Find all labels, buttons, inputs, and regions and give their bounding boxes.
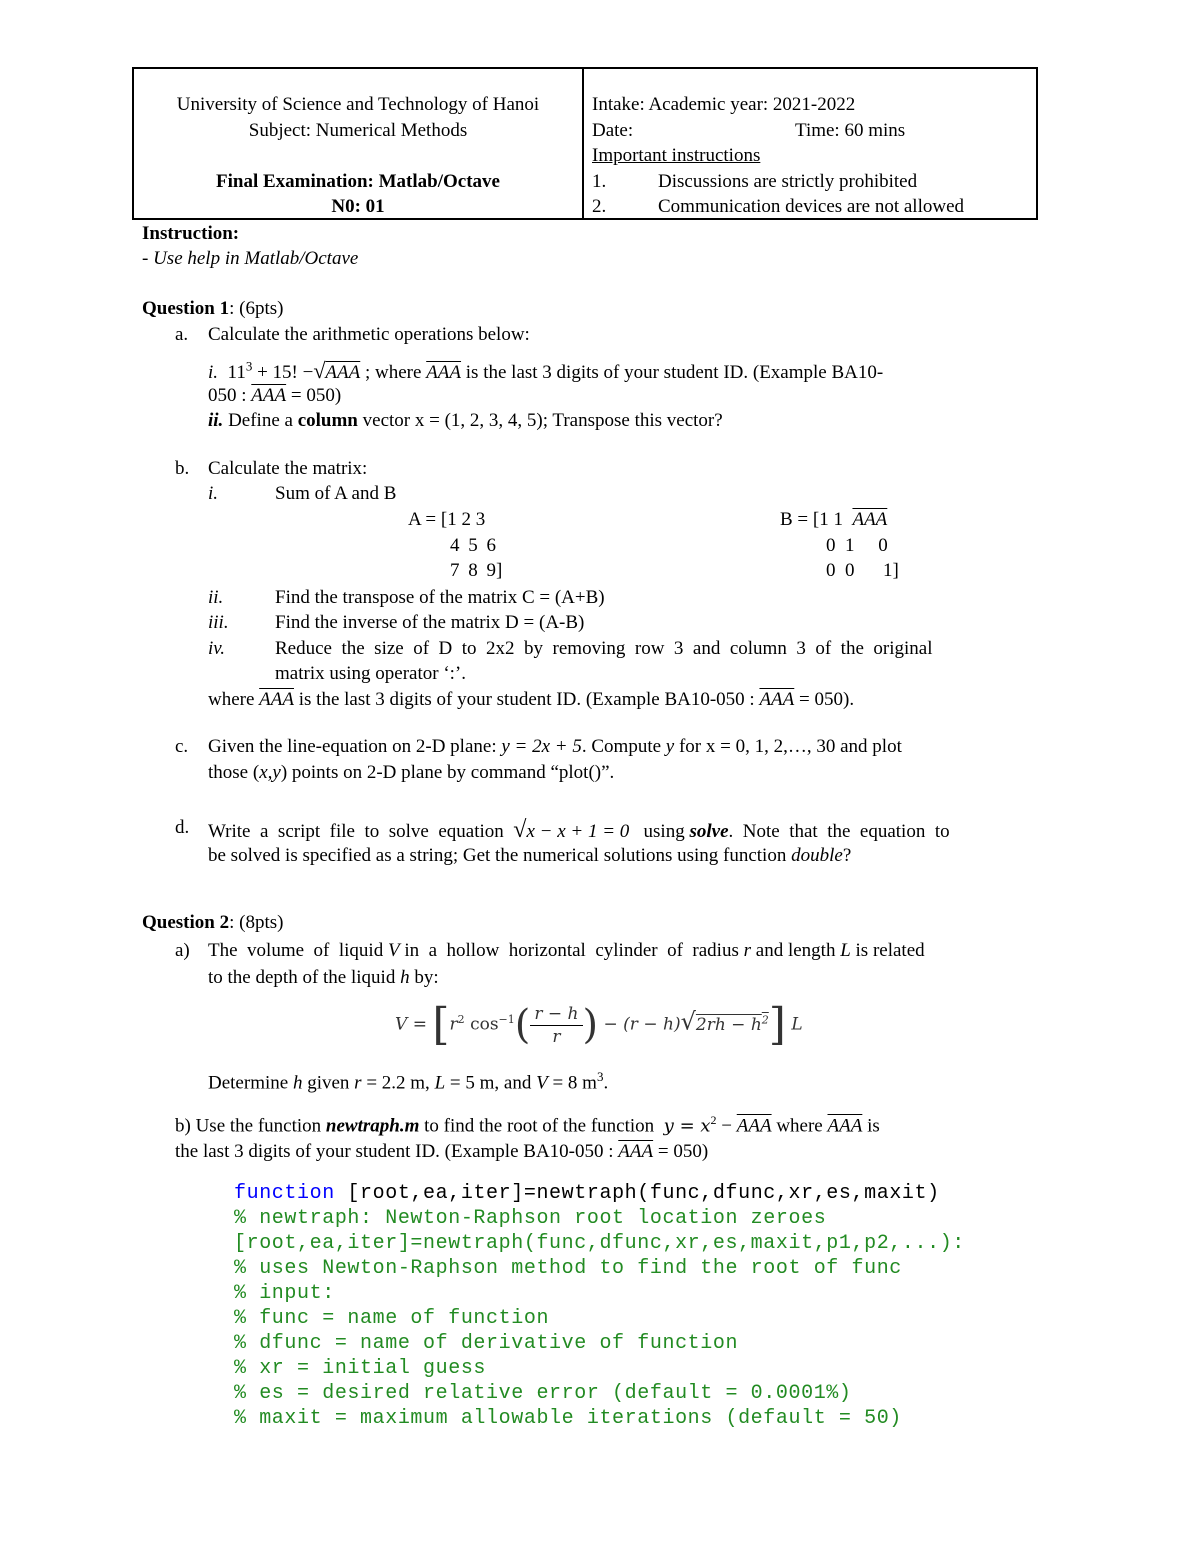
q1-b-iii-text: Find the inverse of the matrix D = (A-B) <box>275 612 585 633</box>
code-comment-1: % newtraph: Newton-Raphson root location zeroes <box>234 1207 827 1230</box>
code-line-signature: function [root,ea,iter]=newtraph(func,dfunc,xr,es,maxit) <box>234 1182 940 1205</box>
q2-a-label: a) <box>175 940 190 961</box>
matrix-a-row-2: 4 5 6 <box>450 535 496 556</box>
q1-d-text: Write a script file to solve equation √x − x + 1 = 0 using solve. Note that the equation to <box>208 817 950 843</box>
q1-b-ii-label: ii. <box>208 587 224 608</box>
instruction-text: - Use help in Matlab/Octave <box>142 248 359 269</box>
q1-c-label: c. <box>175 736 189 757</box>
university-name: University of Science and Technology of Hanoi <box>176 94 540 115</box>
code-block <box>234 1181 965 1431</box>
q1-c-text: Given the line-equation on 2-D plane: y = 2x + 5. Compute y for x = 0, 1, 2,…, 30 and plot <box>208 736 902 757</box>
code-comment-5: % func = name of function <box>234 1307 550 1330</box>
subject: Subject: Numerical Methods <box>248 119 468 141</box>
question-2-heading: Question 2: (8pts) <box>142 912 284 933</box>
q2-a-text-2: to the depth of the liquid h by: <box>208 967 439 988</box>
matrix-b-row-3: 0 0 1] <box>826 560 899 581</box>
q1-a-text: Calculate the arithmetic operations below: <box>208 324 530 345</box>
rule-2: 2. Communication devices are not allowed <box>592 196 965 217</box>
volume-formula: $V = [r^2$ $\cos^{-1}$( $\frac{r - h}{r}$ ) − $(r - h)√2rh - h^2$] L <box>395 999 803 1050</box>
code-comment-7: % xr = initial guess <box>234 1357 487 1380</box>
matrix-a-row-3: 7 8 9] <box>450 560 503 581</box>
q1-d-text-2: be solved is specified as a string; Get the numerical solutions using function double? <box>208 845 852 866</box>
q1-b-iv-label: iv. <box>208 638 226 659</box>
formula-radicand: $2rh - h^2$ <box>695 1012 769 1035</box>
intake: Intake: Academic year: 2021-2022 <box>592 94 856 115</box>
instruction-heading: Instruction: <box>142 223 240 244</box>
instructions-heading: Important instructions <box>592 145 761 166</box>
q1-b-i-text: Sum of A and B <box>275 483 397 504</box>
code-comment-2: [root,ea,iter]=newtraph(func,dfunc,xr,es,maxit,p1,p2,...): <box>234 1232 965 1255</box>
code-comment-8: % es = desired relative error (default = 0.0001%) <box>234 1382 852 1405</box>
exam-time: Time: 60 mins <box>795 119 906 141</box>
q1-b-ii-text: Find the transpose of the matrix C = (A+B) <box>275 587 605 608</box>
q2-b-text: b) Use the function newtraph.m to find the root of the function $y = x^2 - \overline{AAA}$ where $\overline{AAA}$ is <box>175 1113 880 1137</box>
q1-b-i-label: i. <box>208 483 219 504</box>
header-divider <box>582 69 584 218</box>
q1-a-ii: ii. Define a column vector x = (1, 2, 3, 4, 5); Transpose this vector? <box>208 410 723 431</box>
q1-b-label: b. <box>175 458 190 479</box>
exam-date: Date: <box>592 119 634 141</box>
code-keyword: function <box>234 1182 335 1205</box>
q1-b-iii-label: iii. <box>208 612 229 633</box>
code-comment-4: % input: <box>234 1282 335 1305</box>
q1-b-iv-text-2: matrix using operator ‘:’. <box>275 663 467 684</box>
rule-1: 1. Discussions are strictly prohibited <box>592 170 918 192</box>
q2-a-determine: Determine h given r = 2.2 m, L = 5 m, and V = 8 $m^3$. <box>208 1069 609 1094</box>
q1-a-i-example: 050 : $\overline{AAA} = 050$) <box>208 385 342 406</box>
exam-header <box>132 67 1038 220</box>
q1-b-text: Calculate the matrix: <box>208 458 368 479</box>
matrix-b-row-1: B = [1 1 $\overline{AAA}$ <box>780 509 888 530</box>
exam-title: Final Examination: Matlab/Octave <box>216 170 500 192</box>
header-right <box>592 92 1032 220</box>
q1-a-i: i. $11^3 + 15$! −√AAA ; where $\overline{AAA}$ is the last 3 digits of your student ID. (Example BA10- <box>208 358 884 383</box>
matrix-b-row-2: 0 1 0 <box>826 535 888 556</box>
code-comment-9: % maxit = maximum allowable iterations (default = 50) <box>234 1407 902 1430</box>
code-comment-3: % uses Newton-Raphson method to find the root of func <box>234 1257 902 1280</box>
matrix-a-row-1: A = [1 2 3 <box>408 509 486 530</box>
header-left <box>134 92 582 220</box>
q1-b-where: where $\overline{AAA}$ is the last 3 digits of your student ID. (Example BA10-050 : $\overline{AAA} = 050$). <box>208 689 855 710</box>
q1-c-text-2: those (x,y) points on 2-D plane by command “plot()”. <box>208 762 615 783</box>
question-1-heading: Question 1: (6pts) <box>142 298 284 319</box>
q1-b-iv-text: Reduce the size of D to 2x2 by removing row 3 and column 3 of the original <box>275 638 933 659</box>
exam-number: N0: 01 <box>331 196 385 217</box>
q2-b-text-2: the last 3 digits of your student ID. (Example BA10-050 : $\overline{AAA} = 050$) <box>175 1141 709 1162</box>
q2-a-text: The volume of liquid V in a hollow horizontal cylinder of radius r and length L is related <box>208 940 925 961</box>
code-comment-6: % dfunc = name of derivative of function <box>234 1332 739 1355</box>
q1-a-label: a. <box>175 324 189 345</box>
q1-d-label: d. <box>175 817 190 838</box>
